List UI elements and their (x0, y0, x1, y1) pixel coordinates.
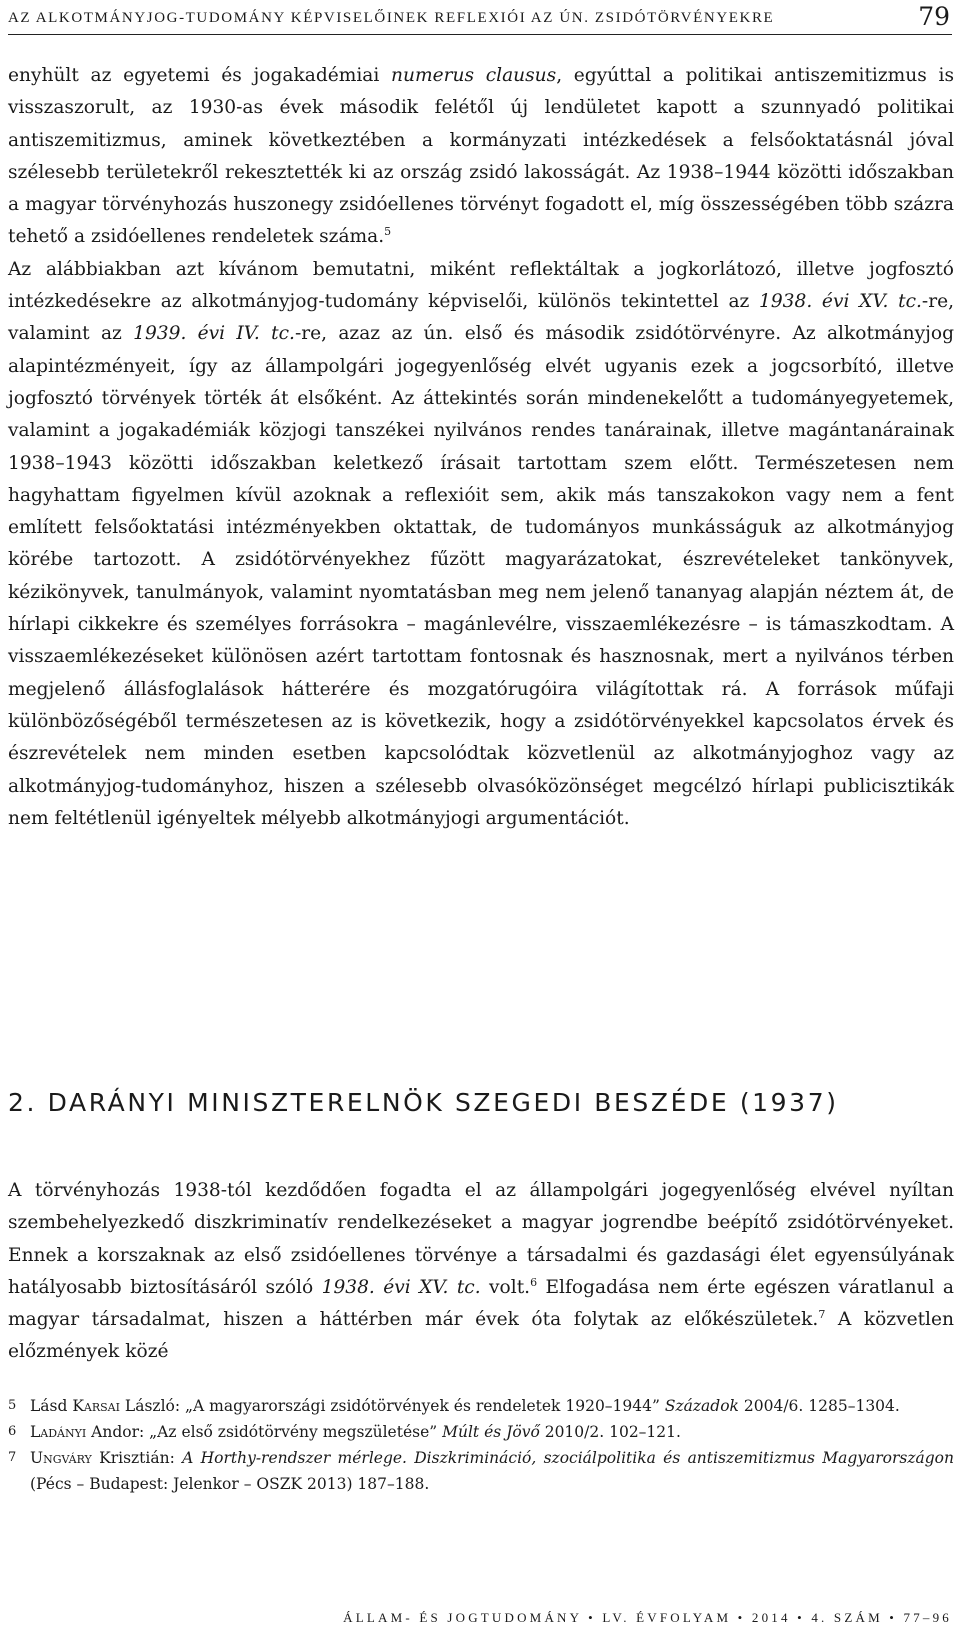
p2-italic-law-1939: 1939. évi IV. tc. (133, 323, 295, 345)
footnote-text: (Pécs – Budapest: Jelenkor – OSZK 2013) 187–188. (30, 1475, 430, 1493)
footnote-ref-7[interactable]: 7 (818, 1308, 826, 1322)
footnote-number: 6 (8, 1424, 17, 1439)
footnote-body (30, 1419, 954, 1445)
footnote-body (30, 1445, 954, 1497)
p2-italic-law-1938: 1938. évi XV. tc. (759, 291, 922, 313)
page-number: 79 (918, 2, 950, 31)
p1-text-a: enyhült az egyetemi és jogakadémiai (8, 65, 392, 86)
paragraph-2 (8, 254, 954, 835)
running-title: AZ ALKOTMÁNYJOG-TUDOMÁNY KÉPVISELŐINEK REFLEXIÓI AZ ÚN. ZSIDÓTÖRVÉNYEKRE (8, 10, 775, 26)
footnote-author: Ungváry (30, 1449, 92, 1467)
footnote-text: Krisztián: (91, 1449, 183, 1467)
body-text (8, 60, 954, 835)
footnote-journal: Századok (664, 1397, 739, 1415)
footnote-author: Karsai (72, 1397, 120, 1415)
s-text-a: A törvényhozás 1938-tól kezdődően fogadta el az állampolgári jogegyenlőség elvével nyíltan szembehelyezkedő diszkriminatív rendelkezéseket a magyar jogrendbe beépítő zsidótörvényeket. Ennek a korszaknak az első zsidóellenes törvénye a társadalmi és gazdasági élet egyensúlyának hatályosabb biztosításáról szóló (8, 1180, 954, 1298)
p1-italic: numerus clausus (391, 65, 557, 86)
footnote-ref-5[interactable]: 5 (384, 225, 392, 239)
p2-text-e: -re, azaz az ún. első és második zsidótörvényre. Az alkotmányjog alapintézményeit, így az állampolgári jogegyenlőség elvét ugyanis ezek a jogcsorbító, illetve jogfosztó törvények törték át elsőként. Az áttekintés során mindenekelőtt a tudományegyetemek, valamint a jogakadémiák közjogi tanszékei nyilvános rendes tanárainak, illetve magántanárainak 1938–1943 közötti időszakban keletkező írásait tartottam szem előtt. Természetesen nem hagyhattam figyelmen kívül azoknak a reflexióit sem, akik más tanszakokon vagy nem a fent említett felsőoktatási intézményekben oktattak, de tudományos munkásságuk az alkotmányjog körébe tartozott. A zsidótörvényekhez fűzött magyarázatokat, észrevételeket tankönyvek, kézikönyvek, tanulmányok, valamint nyomtatásban meg nem jelenő tananyag alapján néztem át, de hírlapi cikkekre és személyes forrásokra – magánlevélre, visszaemlékezésre – is támaszkodtam. A visszaemlékezéseket különösen azért tartottam fontosnak és hasznosnak, mert a nyilvános térben megjelenő állásfoglalások hátterére és mozgatórugóira világítottak rá. A források műfaji különbözőségéből természetesen az is következik, hogy a zsidótörvényekkel kapcsolatos érvek és észrevételek nem minden esetben kapcsolódtak közvetlenül az alkotmányjoghoz vagy az alkotmányjog-tudományhoz, hiszen a szélesebb olvasóközönséget megcélzó hírlapi publicisztikák nem feltétlenül igényeltek mélyebb alkotmányjogi argumentációt. (8, 323, 954, 829)
footnote-book-title: A Horthy-rendszer mérlege. Diszkrimináció, szociálpolitika és antiszemitizmus Magyarországon (182, 1449, 954, 1467)
footnote-body (30, 1393, 954, 1419)
footnote-text: Lásd (30, 1397, 73, 1415)
p2-text-a: Az alábbiakban azt kívánom bemutatni, miként reflektáltak a jogkorlátozó, illetve jogfosztó intézkedésekre az alkotmányjog-tudomány képviselői, különös tekintettel az (8, 258, 954, 313)
p2-text-c: -re, valamint az (8, 291, 954, 345)
footnote-text: Andor: „Az első zsidótörvény megszületése” (86, 1423, 443, 1441)
footnote-7 (8, 1445, 954, 1497)
footnote-author: Ladányi (30, 1423, 87, 1441)
footnote-ref-6[interactable]: 6 (530, 1275, 538, 1289)
section-paragraph (8, 1175, 954, 1369)
footnote-text: László: „A magyarországi zsidótörvények és rendeletek 1920–1944” (119, 1397, 665, 1415)
footnotes (8, 1393, 954, 1497)
footnote-number: 5 (8, 1398, 17, 1413)
running-footer: ÁLLAM- ÉS JOGTUDOMÁNY • LV. ÉVFOLYAM • 2014 • 4. SZÁM • 77–96 (343, 1610, 952, 1625)
section-heading: 2. DARÁNYI MINISZTERELNÖK SZEGEDI BESZÉDE (1937) (8, 1088, 839, 1117)
running-header (8, 4, 952, 35)
footnote-number: 7 (8, 1450, 17, 1465)
p1-text-c: , egyúttal a politikai antiszemitizmus is visszaszorult, az 1930-as évek második felétől új lendületet kapott a szunnyadó politikai antiszemitizmus, aminek következtében a kormányzati intézkedések a felsőoktatásnál jóval szélesebb területekről rekesztették ki az ország zsidó lakosságát. Az 1938–1944 közötti időszakban a magyar törvényhozás huszonegy zsidóellenes törvényt fogadott el, míg összességében több százra tehető a zsidóellenes rendeletek száma. (8, 65, 954, 248)
footnote-journal: Múlt és Jövő (442, 1423, 540, 1441)
s-text-e: A közvetlen előzmények közé (8, 1309, 954, 1363)
s-italic-law: 1938. évi XV. tc. (321, 1276, 481, 1298)
footnote-text: 2010/2. 102–121. (539, 1423, 681, 1441)
footnote-6 (8, 1419, 954, 1445)
footnote-5 (8, 1393, 954, 1419)
paragraph-1 (8, 60, 954, 254)
s-text-d: Elfogadása nem érte egészen váratlanul a magyar társadalmat, hiszen a háttérben már évek óta folytak az előkészületek. (8, 1276, 954, 1331)
footnote-text: 2004/6. 1285–1304. (738, 1397, 900, 1415)
s-text-c: volt. (480, 1276, 531, 1298)
